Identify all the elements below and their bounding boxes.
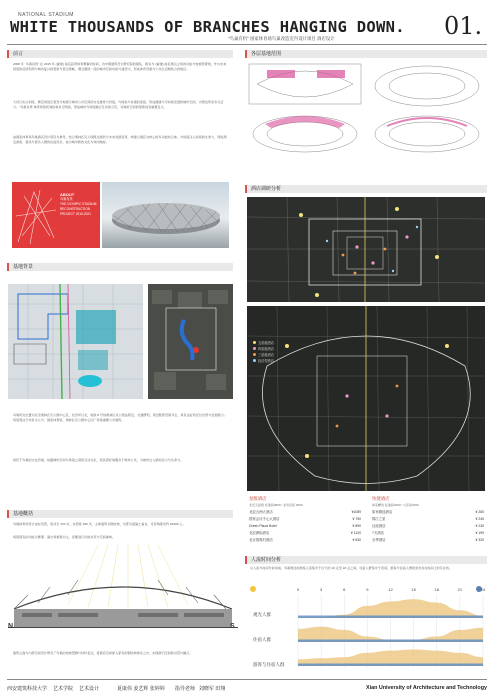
tick-label: 9 — [366, 587, 369, 592]
section-drawing — [8, 545, 238, 640]
footer-divider — [7, 679, 487, 680]
nest-logo-icon — [14, 186, 58, 246]
sheet-number: 01. — [444, 12, 483, 40]
hotel-price: ¥1089 — [351, 510, 361, 514]
hotel-map-drawing — [247, 197, 485, 302]
section-intro-bar — [7, 50, 233, 58]
page-title: WHITE THOUSANDS OF BRANCHES HANGING DOWN. — [10, 18, 405, 36]
table-row — [249, 537, 361, 544]
hotel-price: ¥ 320 — [475, 538, 484, 542]
lane-label: 住宿人群 — [253, 637, 271, 642]
table-row — [372, 530, 484, 537]
crowd-chart — [250, 584, 485, 674]
section-letter-n: N — [8, 623, 14, 630]
table-row — [249, 509, 361, 516]
stadium-photo — [102, 182, 229, 248]
legend-item — [253, 352, 309, 357]
intro-paragraph-2: 大好以实达训练，赛后场馆应更充分地展示城市公共空间的文化属性与价值，与地铁与步道的连接，形成健康与可持续发展的城市空间，为周边带来多元活力。“鸟巢有机”体育场依托地铁和步行网络，形成城市与场馆融合互动的示范，对城市空间的更新具有重要意义。 — [13, 100, 224, 109]
legend-swatch-icon — [253, 341, 256, 344]
legend-swatch-icon — [253, 347, 256, 350]
satellite-site-map — [148, 284, 233, 399]
tick-label: 24 — [480, 587, 485, 592]
legend-item — [253, 346, 309, 351]
sun-icon — [250, 586, 256, 592]
survey-caption-2: 依托于鸟巢的文化价值，挖掘城市空间与场馆之间的互动关系，使其更好地服务于城市公众，为城市注入新的活力与生命力。 — [13, 458, 184, 462]
lane-label: 观光人群 — [253, 612, 271, 617]
hotel-price: ¥ 230 — [475, 524, 484, 528]
legend-item — [253, 340, 309, 345]
hotel-price: ¥ 890 — [352, 524, 361, 528]
section-floors-label: 各层基地范围 — [251, 51, 282, 57]
survey-caption: 鸟巢所处位置为北京奥林匹克公园中心区，北四环以北，地铁 8 号线奥林匹克公园站附近，交通便利，周边配套设施齐全，具有良好的区位优势与发展潜力。场馆周边分布有水立方、国家体育馆、奥林匹克公园中心区广场等重要公共建筑。 — [13, 413, 227, 422]
lane-label: 游客与住宿人群 — [253, 662, 285, 667]
table-row — [372, 516, 484, 523]
footer-major: 艺术设计 — [79, 685, 100, 692]
hotel-table-budget — [372, 495, 484, 544]
hotel-name: 汉庭酒店 — [372, 524, 386, 528]
hotel-name: 7天酒店 — [372, 531, 385, 535]
tick-label: 6 — [343, 587, 346, 592]
tick-label: 3 — [320, 587, 323, 592]
tick-label: 21 — [457, 587, 463, 592]
section-crowd-label: 人流时间分析 — [251, 557, 282, 563]
tick-label: 12 — [388, 587, 393, 592]
feature-card-line: THE OLYMPIC STADIUM RECONSTRUCTION — [60, 202, 97, 211]
section-hotel-analysis-label: 酒店调研分析 — [251, 186, 282, 192]
section-overview-label: 基地概括 — [13, 511, 34, 517]
feature-card-line: PROJECT 2015-2021 — [60, 212, 91, 216]
hotel-legend — [253, 340, 309, 363]
legend-item — [253, 358, 309, 363]
hotel-price: ¥ 199 — [475, 531, 484, 535]
crowd-lanes — [296, 584, 485, 674]
site-map-drawing — [8, 284, 143, 399]
section-hotel-analysis-bar — [245, 185, 487, 193]
hotel-map-top — [247, 197, 485, 302]
legend-label: 五星级酒店 — [258, 341, 274, 345]
legend-swatch-icon — [253, 353, 256, 356]
feature-card — [12, 182, 100, 248]
footer-students: 夏康伟 姜艺辉 张婷婷 — [117, 685, 165, 692]
section-crowd-bar — [245, 556, 487, 564]
hotel-price: ¥ 260 — [475, 510, 484, 514]
hotel-name: 如家精选酒店 — [372, 510, 393, 514]
crowd-baseline — [298, 664, 483, 667]
table-row — [372, 523, 484, 530]
legend-label: 四星级酒店 — [258, 347, 274, 351]
footer-advisor: 刘晓军 田翔 — [198, 685, 226, 692]
feature-card-title: ABOUT — [60, 192, 75, 197]
hotel-name: 全季酒店 — [372, 538, 386, 542]
hotel-table-header: 星级酒店 — [249, 496, 267, 501]
hotel-price: ¥ 245 — [475, 517, 484, 521]
legend-swatch-icon — [253, 359, 256, 362]
header-divider — [7, 44, 487, 45]
bottom-paragraph: 建筑立面与内部空间设计研究了鸟巢的结构逻辑与材料表达，将酒店空间嵌入原有的钢结构体系之中，实现新旧空间的对话与融合。 — [13, 651, 193, 655]
hotel-name: 北辰洲际酒店 — [249, 531, 270, 535]
footer-advisor-label: 指导老师 — [174, 685, 195, 692]
tick-label: 0 — [296, 587, 300, 592]
hotel-price: ¥ 750 — [352, 517, 361, 521]
intro-paragraph-3: 由国家体育场鸟巢酒店设计项目为参考，结合奥林匹克公园周边现状与未来发展趋势，构建以酒店为核心的多功能综合体，为场馆注入持续的生命力，同时满足游客、观众与商务人群的住宿需求，成为城市新的文化与休闲地标。 — [13, 135, 227, 144]
hotel-name: Green Plaza Hotel — [249, 524, 277, 528]
footer-school: 西安建筑科技大学 — [7, 685, 48, 692]
footer-college: 艺术学院 — [53, 685, 74, 692]
legend-label: 三星级酒店 — [258, 353, 274, 357]
hotel-price: ¥ 1120 — [350, 531, 361, 535]
legend-label: 经济型酒店 — [258, 359, 274, 363]
overview-text-2: 场馆现有的功能以赛事、演出和参观为主，需要进行功能补充与空间重构。 — [13, 535, 116, 539]
footer-university-en: Xian University of Architecture and Technology — [365, 685, 487, 691]
hotel-table-subheader: 如家精选 标准间¥260 / 大床间¥300 — [372, 503, 419, 507]
section-floors-bar — [245, 50, 487, 58]
table-row — [372, 537, 484, 544]
table-row — [249, 523, 361, 530]
table-row — [372, 509, 484, 516]
stadium-section-drawing — [8, 545, 238, 640]
tick-label: 18 — [434, 587, 439, 592]
feature-card-line: 鸟巢有机 — [60, 197, 73, 201]
section-site-survey-bar — [7, 263, 233, 271]
footer — [7, 683, 487, 693]
crowd-intro: 从人流与时间分析来看，鸟巢周边的游客人流集中于白天的 10 点至 18 点之间，住宿人群集中于夜间，游客与住宿人群的需求存在时间上的互补性。 — [250, 566, 453, 570]
hotel-map-bottom — [247, 306, 485, 491]
intro-paragraph-1: 2008 年 “鸟巢有机” 在 2015 年 (重建) 前后获得体育赛事的时间，自中国建筑设计研究院的团队，相对与 (重建) 前后奥运主场的功能与转换型规划，作为未来场馆的后续利用与城市复兴的更新与营运策略，理念围绕一流的城市空间功能与建设中，形成体育设施与公众生活相结合的地区。 — [13, 62, 227, 71]
table-row — [249, 530, 361, 537]
section-intro-label: 前言 — [13, 51, 24, 57]
crowd-baseline — [298, 640, 483, 643]
floor-plan-drawings — [247, 62, 485, 154]
kicker: NATIONAL STADIUM — [18, 12, 74, 18]
overview-text: 鸟巢体育场设计由东至西，南北长 333 米，东西宽 296 米，主体建筑为钢结构，内部为混凝土看台，可容纳观众约 91000 人。 — [13, 522, 186, 526]
table-row — [249, 516, 361, 523]
crowd-area — [298, 599, 483, 618]
tick-label: 15 — [411, 587, 416, 592]
hotel-table-star — [249, 495, 361, 544]
site-map — [8, 284, 143, 399]
hotel-table-header: 快捷酒店 — [372, 496, 390, 501]
crowd-baseline — [298, 616, 483, 619]
page-subtitle: "鸟巢有机" 国家体育场鸟巢改造室内设计项目 酒店设计 — [228, 36, 335, 41]
section-overview-bar — [7, 510, 233, 518]
hotel-name: 北辰五洲大酒店 — [249, 510, 273, 514]
satellite-site-drawing — [148, 284, 233, 399]
stadium-image — [102, 182, 229, 248]
hotel-map-detail-drawing — [247, 306, 485, 491]
section-letter-s: S — [230, 623, 235, 630]
section-site-survey-label: 基地背景 — [13, 264, 34, 270]
hotel-name: 锦江之星 — [372, 517, 386, 521]
hotel-price: ¥ 630 — [352, 538, 361, 542]
floor-plans — [247, 62, 485, 154]
hotel-name: 北京国奥村酒店 — [249, 538, 273, 542]
hotel-name: 国家会议中心大酒店 — [249, 517, 280, 521]
hotel-table-subheader: 北辰五星级 标准间¥800 / 北辰四星 ¥600 — [249, 503, 303, 507]
